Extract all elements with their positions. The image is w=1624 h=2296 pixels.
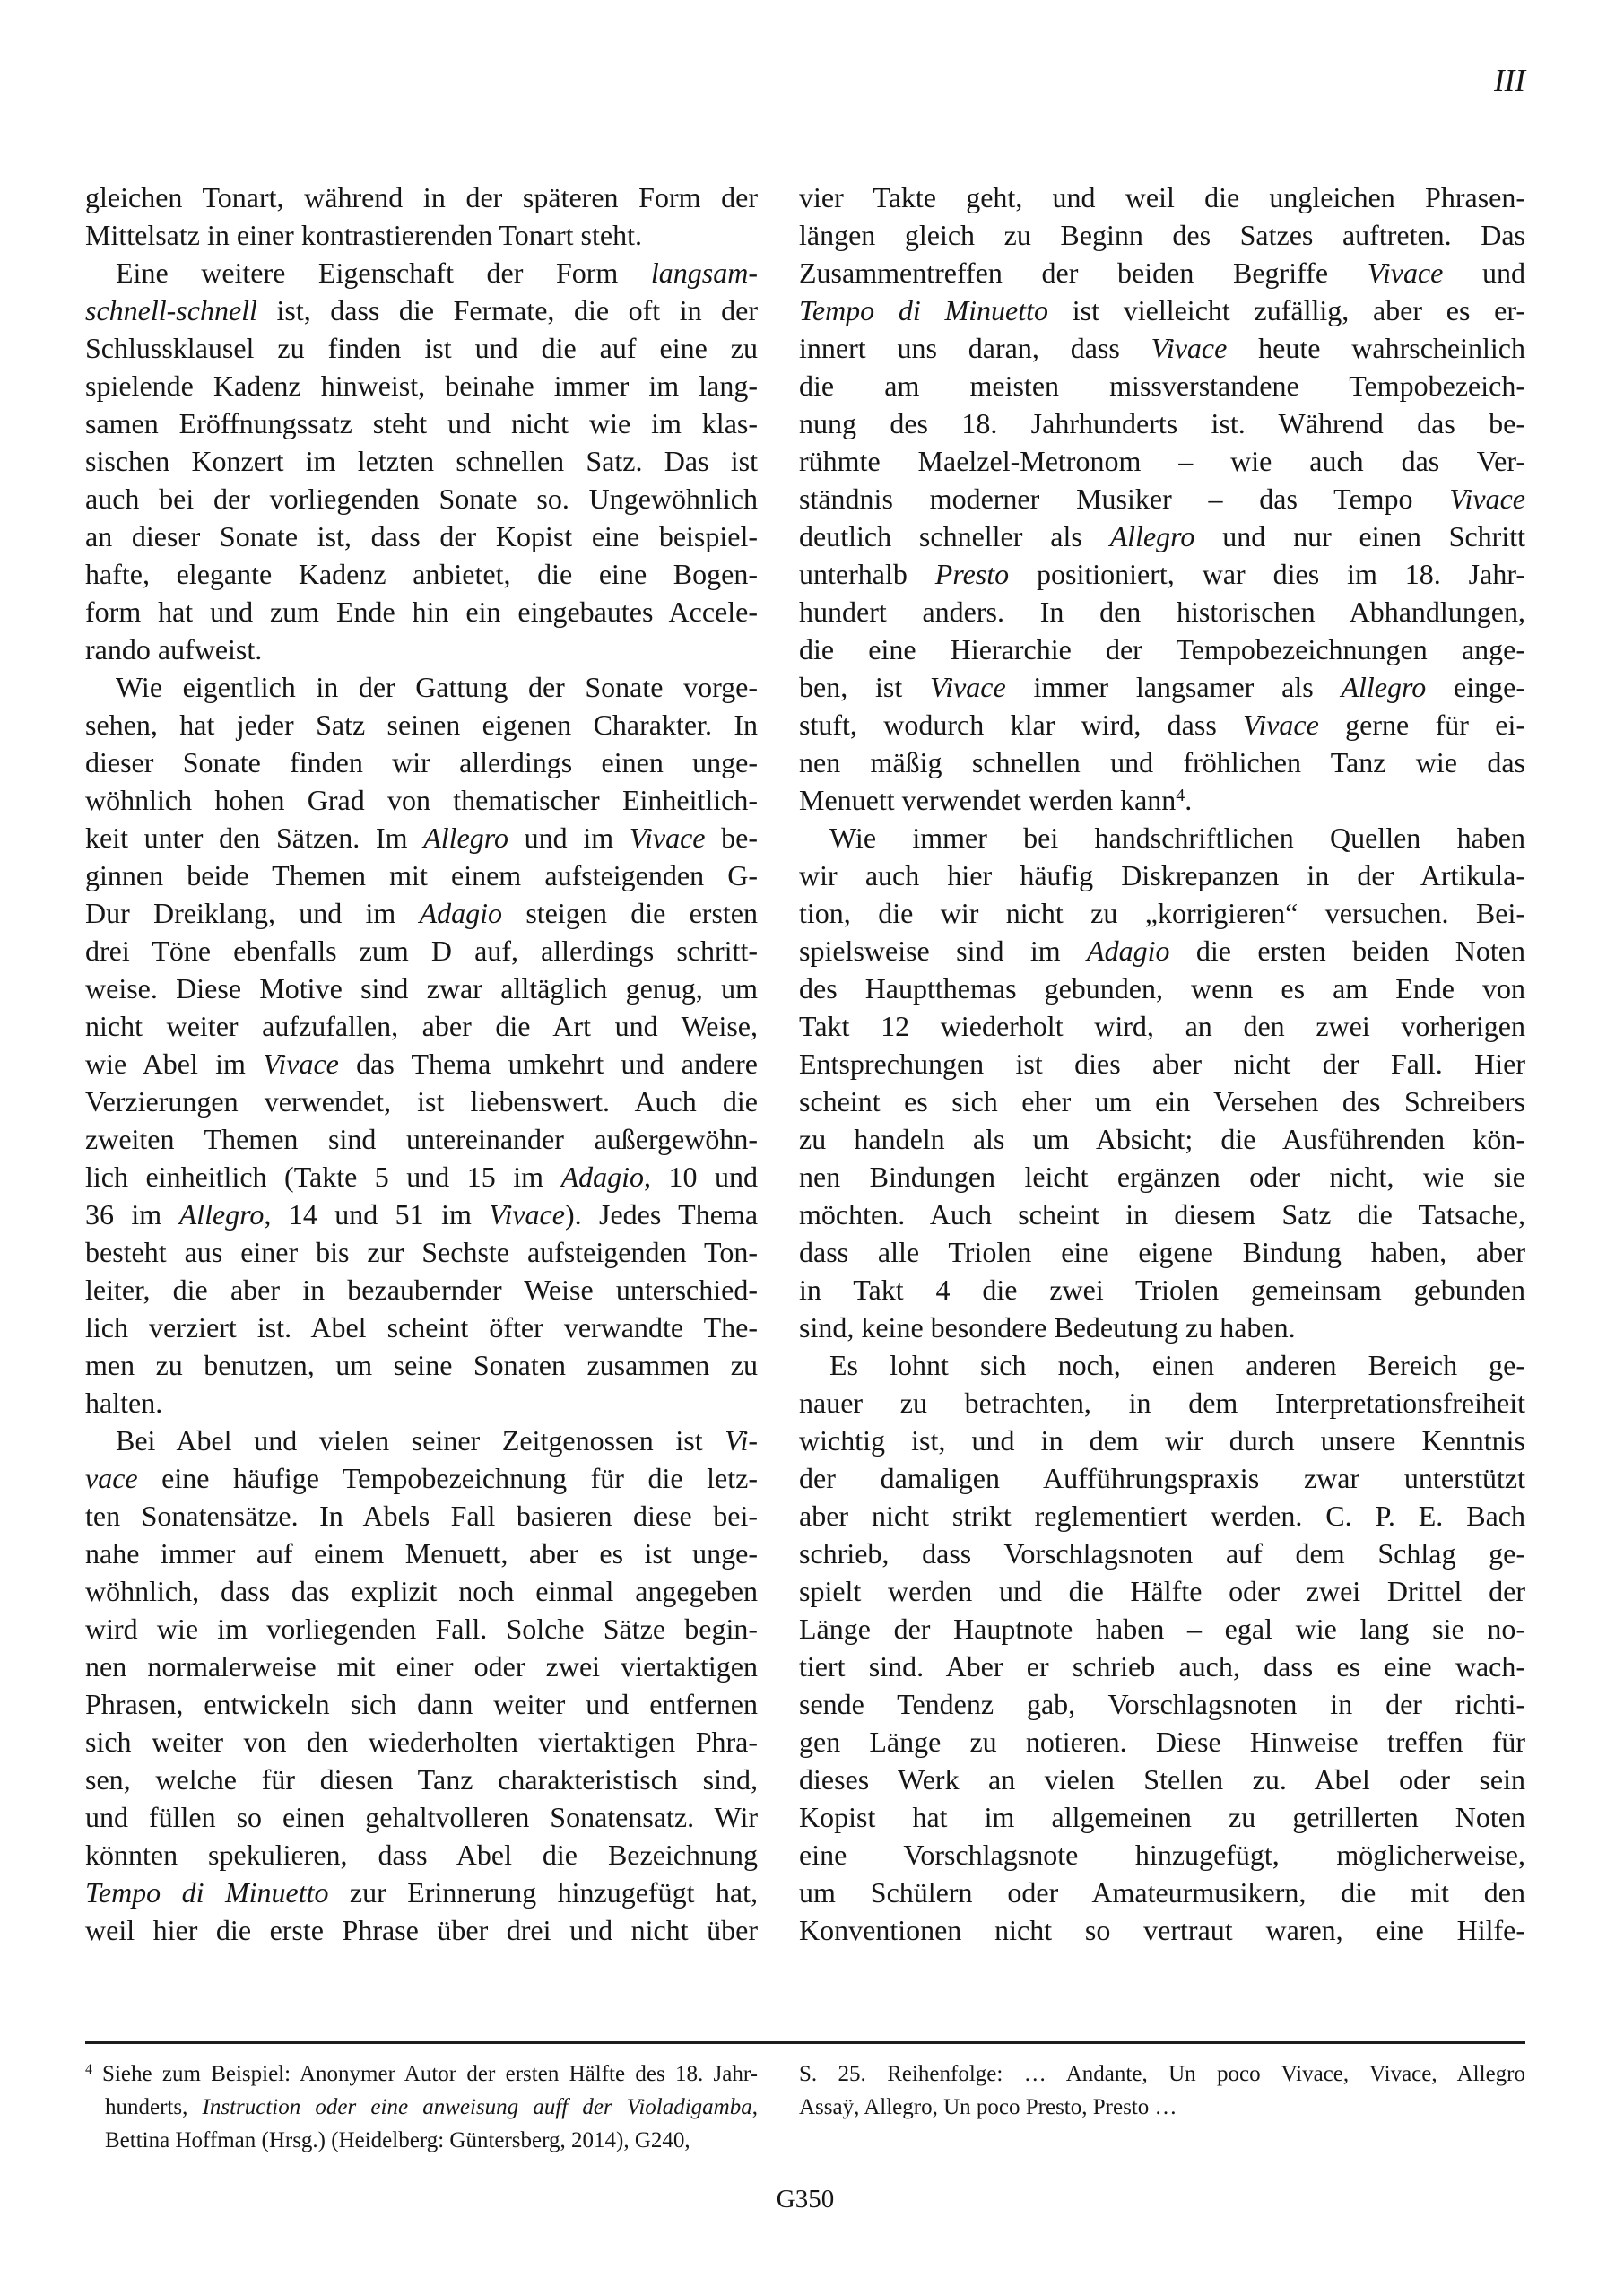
text-line: Bei Abel und vielen seiner Zeitgenossen ist Vi-	[116, 1424, 758, 1457]
text-line: nung des 18. Jahrhunderts ist. Während das be-	[799, 407, 1525, 439]
footnote-marker: 4	[85, 2062, 92, 2078]
text-line: Zusammentreffen der beiden Begriffe Vivace und	[799, 257, 1526, 289]
text-line: hundert anders. In den historischen Abhandlungen,	[799, 596, 1525, 628]
text-line: schrieb, dass Vorschlagsnoten auf dem Schlag ge-	[799, 1537, 1525, 1570]
text-line: gleichen Tonart, während in der späteren Form der	[85, 181, 758, 213]
text-line: drei Töne ebenfalls zum D auf, allerdings schritt-	[85, 935, 758, 967]
italic-text: Instruction oder eine anweisung auff der Violadigamba	[202, 2095, 752, 2119]
text-line: tiert sind. Aber er schrieb auch, dass es eine wach-	[799, 1650, 1525, 1683]
text-line: Takt 12 wiederholt wird, an den zwei vorherigen	[799, 1010, 1525, 1042]
text-line: deutlich schneller als Allegro und nur einen Schritt	[799, 520, 1525, 552]
text-line: lich verziert ist. Abel scheint öfter verwandte The-	[85, 1311, 758, 1344]
text-line: Phrasen, entwickeln sich dann weiter und entfernen	[85, 1688, 758, 1720]
italic-text: Vivace	[1449, 483, 1525, 515]
text-line: vier Takte geht, und weil die ungleichen Phrasen-	[799, 181, 1525, 213]
text-line: leiter, die aber in bezaubernder Weise unterschied-	[85, 1274, 758, 1306]
italic-text: Adagio	[419, 897, 503, 929]
text-line: spielt werden und die Hälfte oder zwei Drittel der	[799, 1575, 1525, 1607]
text-line: die eine Hierarchie der Tempobezeichnungen ange-	[799, 633, 1525, 665]
text-line: wir auch hier häufig Diskrepanzen in der Artikula-	[799, 859, 1525, 891]
text-line: Schlussklausel zu finden ist und die auf eine zu	[85, 332, 758, 364]
plate-number: G350	[776, 2185, 835, 2213]
italic-text: langsam-	[650, 257, 758, 289]
text-line: nicht weiter aufzufallen, aber die Art und Weise,	[85, 1010, 758, 1042]
text-line: nen mäßig schnellen und fröhlichen Tanz wie das	[799, 746, 1525, 778]
footnote-marker: 4	[1176, 786, 1185, 806]
text-line: Es lohnt sich noch, einen anderen Bereich ge-	[829, 1349, 1525, 1381]
text-line: nen normalerweise mit einer oder zwei viertaktigen	[85, 1650, 758, 1683]
text-line: des Hauptthemas gebunden, wenn es am Ende von	[799, 972, 1525, 1004]
text-line: nahe immer auf einem Menuett, aber es ist unge-	[85, 1537, 758, 1570]
text-line: auch bei der vorliegenden Sonate so. Ungewöhnlich	[85, 483, 758, 515]
text-line: Länge der Hauptnote haben – egal wie lang sie no-	[799, 1613, 1525, 1645]
text-line: form hat und zum Ende hin ein eingebautes Accele-	[85, 596, 758, 628]
text-line: der damaligen Aufführungspraxis zwar unterstützt	[799, 1462, 1525, 1494]
italic-text: Allegro	[1109, 520, 1195, 552]
italic-text: vace	[85, 1462, 138, 1494]
text-line: vace eine häufige Tempobezeichnung für die letz-	[85, 1462, 758, 1494]
text-line: aber nicht strikt reglementiert werden. C. P. E. Bach	[799, 1500, 1525, 1532]
text-line: stuft, wodurch klar wird, dass Vivace gerne für ei-	[799, 709, 1526, 741]
italic-text: Presto	[934, 558, 1010, 590]
text-line: eine Vorschlagsnote hinzugefügt, möglicherweise,	[799, 1839, 1525, 1871]
text-line: hunderts, Instruction oder eine anweisung auff der Violadigamba,	[105, 2095, 758, 2119]
text-line: Entsprechungen ist dies aber nicht der Fall. Hier	[799, 1048, 1525, 1080]
italic-text: Vi-	[725, 1424, 758, 1457]
text-line: wichtig ist, und in dem wir durch unsere Kenntnis	[799, 1424, 1525, 1457]
text-line: ten Sonatensätze. In Abels Fall basieren diese bei-	[85, 1500, 758, 1532]
text-line: men zu benutzen, um seine Sonaten zusammen zu	[85, 1349, 758, 1381]
text-line: spielsweise sind im Adagio die ersten beiden Noten	[799, 935, 1526, 967]
text-line: sind, keine besondere Bedeutung zu haben.	[799, 1311, 1296, 1344]
text-line: an dieser Sonate ist, dass der Kopist eine beispiel-	[85, 520, 758, 552]
text-line: und füllen so einen gehaltvolleren Sonatensatz. Wir	[85, 1801, 758, 1833]
italic-text: Vivace	[629, 822, 706, 854]
text-line: rando aufweist.	[85, 633, 263, 665]
text-line: S. 25. Reihenfolge: … Andante, Un poco Vivace, Vivace, Allegro	[799, 2062, 1525, 2086]
text-line: gen Länge zu notieren. Diese Hinweise treffen für	[799, 1726, 1525, 1758]
text-line: wöhnlich hohen Grad von thematischer Einheitlich-	[85, 784, 758, 816]
text-line: zu handeln als um Absicht; die Ausführenden kön-	[799, 1123, 1525, 1155]
text-line: dieses Werk an vielen Stellen zu. Abel oder sein	[799, 1763, 1525, 1796]
text-line: keit unter den Sätzen. Im Allegro und im Vivace be-	[85, 822, 759, 854]
text-line: Assaÿ, Allegro, Un poco Presto, Presto …	[799, 2095, 1177, 2119]
text-line: Verzierungen verwendet, ist liebenswert. Auch die	[85, 1085, 758, 1118]
text-line: hafte, elegante Kadenz anbietet, die eine Bogen-	[85, 558, 758, 590]
text-line: Mittelsatz in einer kontrastierenden Tonart steht.	[85, 219, 642, 251]
text-line: Menuett verwendet werden kann$^4$.	[799, 784, 1193, 816]
italic-text: Allegro	[178, 1198, 265, 1231]
text-line: Dur Dreiklang, und im Adagio steigen die ersten	[85, 897, 759, 929]
text-line: Wie eigentlich in der Gattung der Sonate vorge-	[116, 671, 758, 703]
text-line: die am meisten missverstandene Tempobezeich-	[799, 370, 1525, 402]
text-line: zweiten Themen sind untereinander außergewöhn-	[85, 1123, 758, 1155]
text-line: spielende Kadenz hinweist, beinahe immer im lang-	[85, 370, 758, 402]
text-line: sende Tendenz gab, Vorschlagsnoten in der richti-	[799, 1688, 1525, 1720]
text-line: schnell-schnell ist, dass die Fermate, die oft in der	[85, 294, 758, 326]
text-line: scheint es sich eher um ein Versehen des Schreibers	[799, 1085, 1525, 1118]
left-column-text	[85, 178, 758, 1949]
text-line: Bettina Hoffman (Hrsg.) (Heidelberg: Güntersberg, 2014), G240,	[105, 2128, 690, 2152]
text-line: 36 im Allegro, 14 und 51 im Vivace). Jedes Thema	[85, 1198, 759, 1231]
text-line: ginnen beide Themen mit einem aufsteigenden G-	[85, 859, 758, 891]
text-line: samen Eröffnungssatz steht und nicht wie im klas-	[85, 407, 758, 439]
text-line: sich weiter von den wiederholten viertaktigen Phra-	[85, 1726, 758, 1758]
text-line: tion, die wir nicht zu „korrigieren“ versuchen. Bei-	[799, 897, 1525, 929]
text-line: unterhalb Presto positioniert, war dies im 18. Jahr-	[799, 558, 1526, 590]
text-line: Tempo di Minuetto ist vielleicht zufällig, aber es er-	[799, 294, 1526, 326]
text-line: Kopist hat im allgemeinen zu getrillerten Noten	[799, 1801, 1525, 1833]
italic-text: Vivace	[1243, 709, 1319, 741]
text-line: weise. Diese Motive sind zwar alltäglich genug, um	[85, 972, 758, 1004]
italic-text: Vivace	[930, 671, 1006, 703]
text-line: sen, welche für diesen Tanz charakteristisch sind,	[85, 1763, 758, 1796]
footnote-separator-rule	[85, 2041, 1525, 2044]
italic-text: Allegro	[423, 822, 508, 854]
text-line: Wie immer bei handschriftlichen Quellen haben	[829, 822, 1525, 854]
text-line: sehen, hat jeder Satz seinen eigenen Charakter. In	[85, 709, 758, 741]
italic-text: Tempo di Minuetto	[799, 294, 1049, 326]
page-number: III	[1494, 63, 1525, 98]
text-line: lich einheitlich (Takte 5 und 15 im Adagio, 10 und	[85, 1161, 759, 1193]
text-line: Eine weitere Eigenschaft der Form langsam-	[116, 257, 758, 289]
text-line: möchten. Auch scheint in diesem Satz die Tatsache,	[799, 1198, 1525, 1231]
text-line: rühmte Maelzel-Metronom – wie auch das Ver-	[799, 445, 1525, 477]
italic-text: Adagio	[560, 1161, 645, 1193]
text-line: um Schülern oder Amateurmusikern, die mit den	[799, 1876, 1525, 1909]
text-line: wird wie im vorliegenden Fall. Solche Sätze begin-	[85, 1613, 758, 1645]
italic-text: Allegro	[1341, 671, 1427, 703]
text-line: innert uns daran, dass Vivace heute wahrscheinlich	[799, 332, 1525, 364]
text-line: halten.	[85, 1387, 163, 1419]
text-line: besteht aus einer bis zur Sechste aufsteigenden Ton-	[85, 1236, 758, 1268]
text-line: ständnis moderner Musiker – das Tempo Vivace	[799, 483, 1525, 515]
italic-text: Vivace	[263, 1048, 339, 1080]
text-line: ben, ist Vivace immer langsamer als Allegro einge-	[799, 671, 1526, 703]
footnote-right	[799, 2057, 1525, 2124]
text-line: könnten spekulieren, dass Abel die Bezeichnung	[85, 1839, 758, 1871]
text-line: wöhnlich, dass das explizit noch einmal angegeben	[85, 1575, 758, 1607]
italic-text: Vivace	[489, 1198, 565, 1231]
text-line: Tempo di Minuetto zur Erinnerung hinzugefügt hat,	[85, 1876, 759, 1909]
text-line: in Takt 4 die zwei Triolen gemeinsam gebunden	[799, 1274, 1525, 1306]
italic-text: Adagio	[1087, 935, 1170, 967]
italic-text: Vivace	[1151, 332, 1228, 364]
text-line: sischen Konzert im letzten schnellen Satz. Das ist	[85, 445, 758, 477]
italic-text: Tempo di Minuetto	[85, 1876, 329, 1909]
text-line: dass alle Triolen eine eigene Bindung haben, aber	[799, 1236, 1525, 1268]
text-line: längen gleich zu Beginn des Satzes auftreten. Das	[799, 219, 1525, 251]
text-line: $^4$ Siehe zum Beispiel: Anonymer Autor der ersten Hälfte des 18. Jahr-	[85, 2062, 758, 2086]
right-column-text	[799, 178, 1525, 1949]
text-line: nen Bindungen leicht ergänzen oder nicht, wie sie	[799, 1161, 1525, 1193]
text-line: dieser Sonate finden wir allerdings einen unge-	[85, 746, 758, 778]
text-line: weil hier die erste Phrase über drei und nicht über	[85, 1914, 758, 1946]
text-line: nauer zu betrachten, in dem Interpretationsfreiheit	[799, 1387, 1525, 1419]
italic-text: schnell-schnell	[85, 294, 257, 326]
footnote-left	[85, 2057, 758, 2157]
italic-text: Vivace	[1367, 257, 1444, 289]
text-line: wie Abel im Vivace das Thema umkehrt und andere	[85, 1048, 759, 1080]
text-line: Konventionen nicht so vertraut waren, eine Hilfe-	[799, 1914, 1525, 1946]
